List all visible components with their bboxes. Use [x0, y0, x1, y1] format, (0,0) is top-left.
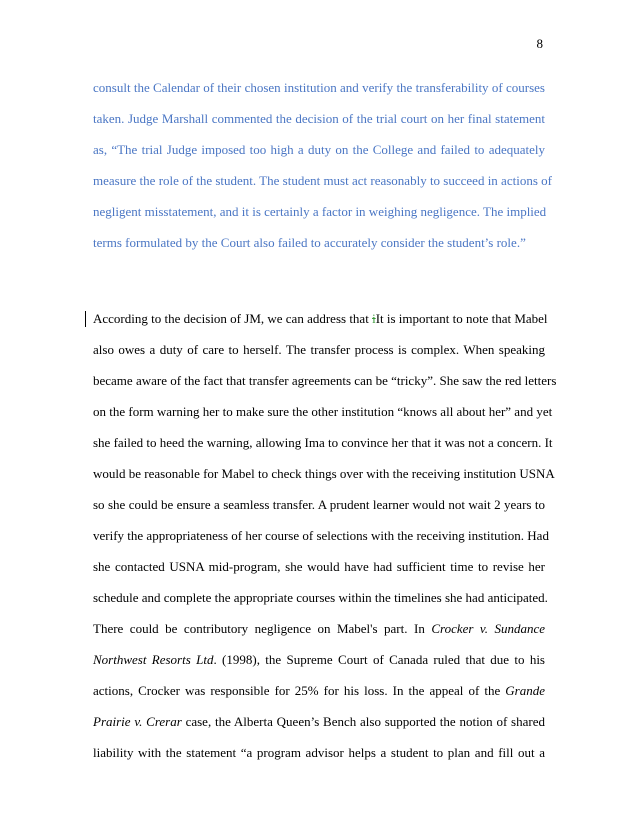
body-line [93, 675, 545, 706]
body-line: verify the appropriateness of her course of selections with the receiving institution. Had [93, 528, 549, 543]
body-line: she contacted USNA mid-program, she would have had sufficient time to revise her [93, 559, 545, 574]
case-citation: Grande [505, 683, 546, 698]
body-line: on the form warning her to make sure the other institution “knows all about her” and yet [93, 404, 553, 419]
body-text: case, the Alberta Queen’s Bench also supported the notion of shared [181, 714, 545, 729]
body-line [93, 706, 545, 737]
quote-line: taken. Judge Marshall commented the decision of the trial court on her final statement [93, 111, 545, 126]
body-text: actions, Crocker was responsible for 25% for his loss. In the appeal of the [93, 683, 501, 698]
body-line: liability with the statement “a program advisor helps a student to plan and fill out a [93, 745, 545, 760]
body-line: also owes a duty of care to herself. The transfer process is complex. When speaking [93, 342, 545, 357]
body-line: became aware of the fact that transfer agreements can be “tricky”. She saw the red letters [93, 373, 557, 388]
body-line: would be reasonable for Mabel to check things over with the receiving institution USNA [93, 466, 555, 481]
body-paragraph[interactable] [93, 303, 557, 768]
case-citation: Crocker v. Sundance [431, 621, 546, 636]
case-citation: Prairie v. Crerar [93, 714, 182, 729]
tracked-deletion: i [372, 311, 376, 326]
quoted-paragraph [93, 72, 552, 258]
quote-line: terms formulated by the Court also failed to accurately consider the student’s role.” [93, 235, 526, 250]
case-citation: Northwest Resorts Ltd [93, 652, 214, 667]
body-line: schedule and complete the appropriate courses within the timelines she had anticipated. [93, 590, 548, 605]
quote-line: measure the role of the student. The student must act reasonably to succeed in actions of [93, 173, 552, 188]
body-text: . (1998), the Supreme Court of Canada ruled that due to his [213, 652, 545, 667]
body-line [93, 644, 545, 675]
body-text: According to the decision of JM, we can address that [93, 311, 373, 326]
page-number: 8 [536, 36, 543, 51]
body-line: so she could be ensure a seamless transfer. A prudent learner would not wait 2 years to [93, 497, 545, 512]
text-cursor [85, 311, 86, 327]
quote-line: negligent misstatement, and it is certainly a factor in weighing negligence. The implied [93, 204, 547, 219]
body-text: It is important to note that Mabel [375, 311, 548, 326]
body-line: she failed to heed the warning, allowing Ima to convince her that it was not a concern. It [93, 435, 553, 450]
body-line [93, 613, 545, 644]
quote-line: as, “The trial Judge imposed too high a duty on the College and failed to adequately [93, 142, 545, 157]
body-text: There could be contributory negligence on Mabel's part. In [93, 621, 425, 636]
body-line [93, 303, 548, 334]
quote-line: consult the Calendar of their chosen institution and verify the transferability of courses [93, 80, 545, 95]
